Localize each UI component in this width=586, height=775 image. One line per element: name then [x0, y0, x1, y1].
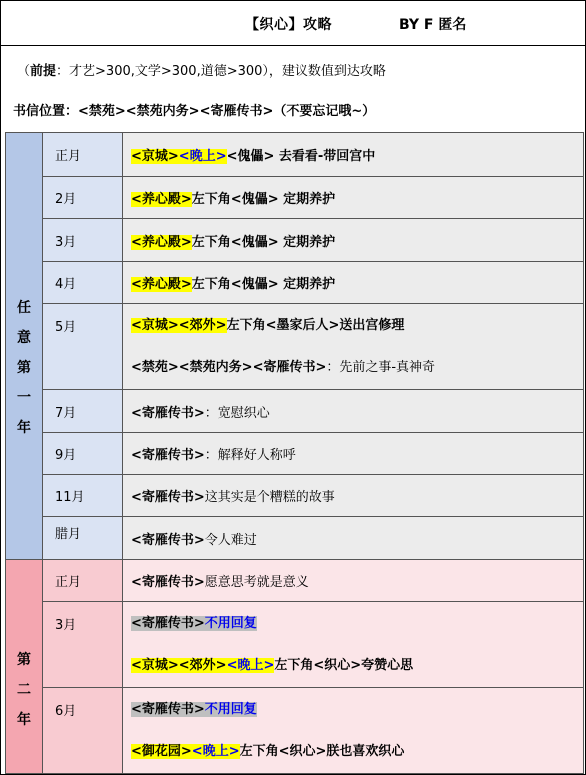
- schedule-row: [6, 177, 584, 219]
- year-label-char: 任: [17, 300, 31, 316]
- event-segment: <晚上>: [178, 149, 227, 164]
- event-segment: <寄雁传书>: [131, 532, 205, 548]
- event-segment: 左下角<墨家后人>送出宫修理: [226, 318, 405, 333]
- event-segment: 不用回复: [204, 702, 257, 717]
- month-cell: [43, 219, 123, 262]
- event-segment: <寄雁传书>: [131, 616, 205, 631]
- event-cell: [123, 560, 584, 602]
- month-cell: [43, 177, 123, 219]
- event-line: [131, 688, 583, 731]
- event-segment: <寄雁传书>: [131, 448, 205, 463]
- year-label-1: [6, 133, 43, 560]
- month-label: 4月: [55, 277, 77, 292]
- schedule-row: [6, 475, 584, 517]
- event-segment: <寄雁传书>: [131, 405, 205, 421]
- event-cell: [123, 475, 584, 517]
- event-cell: [123, 177, 584, 219]
- event-segment: 左下角<织心>朕也喜欢织心: [239, 744, 405, 759]
- month-label: 正月: [55, 149, 82, 164]
- event-segment: 不用回复: [204, 616, 257, 631]
- event-segment: ：宽慰织心: [204, 405, 270, 421]
- event-cell: [123, 390, 584, 433]
- event-segment: ：解释好人称呼: [204, 448, 296, 463]
- event-line: [131, 645, 583, 687]
- event-segment: <寄雁传书>: [131, 702, 205, 717]
- schedule-row: [6, 262, 584, 304]
- year-label-char: 年: [17, 420, 31, 436]
- month-label: 3月: [55, 618, 77, 633]
- year-label-char: 一: [17, 390, 31, 406]
- month-cell: [43, 133, 123, 177]
- event-cell: [123, 304, 584, 390]
- event-cell: [123, 602, 584, 688]
- event-segment: 左下角<傀儡> 定期养护: [191, 192, 336, 207]
- event-line: [131, 602, 583, 645]
- year-label-char: 第: [17, 651, 31, 668]
- event-segment: <养心殿>: [131, 234, 192, 250]
- month-label: 腊月: [55, 527, 82, 542]
- schedule-row: [6, 688, 584, 774]
- event-segment: <晚上>: [226, 658, 275, 673]
- schedule-row: [6, 133, 584, 177]
- month-cell: [43, 433, 123, 475]
- prerequisite-text: [17, 60, 386, 79]
- month-label: 正月: [55, 575, 82, 590]
- mail-position: 书信位置：<禁苑><禁苑内务><寄雁传书>（不要忘记哦~）: [13, 104, 376, 119]
- year-label-char: 第: [17, 360, 31, 376]
- event-segment: 左下角<织心>夸赞心思: [274, 658, 414, 673]
- month-cell: [43, 390, 123, 433]
- schedule-row: [6, 390, 584, 433]
- event-segment: <京城><郊外>: [131, 318, 227, 333]
- month-cell: [43, 560, 123, 602]
- prereq-body: ：才艺>300,文学>300,道德>300），建议数值到达攻略: [56, 64, 386, 79]
- event-line: [131, 304, 583, 347]
- schedule-row: [6, 602, 584, 688]
- prereq-open: （: [17, 64, 31, 79]
- month-cell: [43, 475, 123, 517]
- month-label: 9月: [55, 448, 77, 463]
- month-label: 11月: [55, 490, 85, 505]
- year-label-char: 意: [17, 330, 31, 346]
- event-segment: <京城>: [131, 149, 179, 164]
- schedule-table: [5, 132, 584, 774]
- event-segment: <晚上>: [191, 744, 240, 759]
- year-label-2: [6, 560, 43, 774]
- month-cell: [43, 262, 123, 304]
- header: [1, 1, 585, 46]
- event-cell: [123, 517, 584, 560]
- schedule-row: [6, 560, 584, 602]
- month-label: 5月: [55, 320, 77, 335]
- event-segment: 愿意思考就是意义: [204, 575, 309, 590]
- event-line: [131, 731, 583, 773]
- doc-title: 【织心】攻略: [245, 17, 332, 33]
- event-segment: <京城><郊外>: [131, 658, 227, 673]
- event-segment: 这其实是个糟糕的故事: [204, 490, 335, 505]
- year-label-char: 年: [17, 711, 31, 728]
- schedule-row: [6, 219, 584, 262]
- event-cell: [123, 133, 584, 177]
- event-segment: <寄雁传书>: [131, 490, 205, 505]
- event-segment: <御花园>: [131, 744, 192, 759]
- schedule-row: [6, 433, 584, 475]
- event-segment: <养心殿>: [131, 277, 192, 292]
- event-segment: <养心殿>: [131, 192, 192, 207]
- author-label: BY F 匿名: [399, 17, 467, 33]
- month-cell: [43, 602, 123, 688]
- event-cell: [123, 262, 584, 304]
- prereq-label: 前提: [30, 64, 57, 79]
- event-segment: 左下角<傀儡> 定期养护: [191, 277, 336, 292]
- month-label: 3月: [55, 234, 77, 250]
- month-label: 2月: [55, 192, 77, 207]
- year-label-char: 二: [17, 681, 31, 698]
- event-line: [131, 347, 583, 389]
- month-cell: [43, 517, 123, 560]
- event-segment: 左下角<傀儡> 定期养护: [191, 234, 336, 250]
- event-cell: [123, 688, 584, 774]
- event-segment: ：先前之事-真神奇: [326, 360, 436, 375]
- event-segment: <寄雁传书>: [131, 575, 205, 590]
- month-label: 7月: [55, 405, 77, 421]
- month-cell: [43, 304, 123, 390]
- month-cell: [43, 688, 123, 774]
- event-segment: 令人难过: [204, 532, 257, 548]
- schedule-row: [6, 517, 584, 560]
- event-cell: [123, 433, 584, 475]
- event-segment: <禁苑><禁苑内务><寄雁传书>: [131, 360, 327, 375]
- event-segment: <傀儡> 去看看-带回宫中: [226, 149, 376, 164]
- month-label: 6月: [55, 704, 77, 719]
- schedule-row: [6, 304, 584, 390]
- event-cell: [123, 219, 584, 262]
